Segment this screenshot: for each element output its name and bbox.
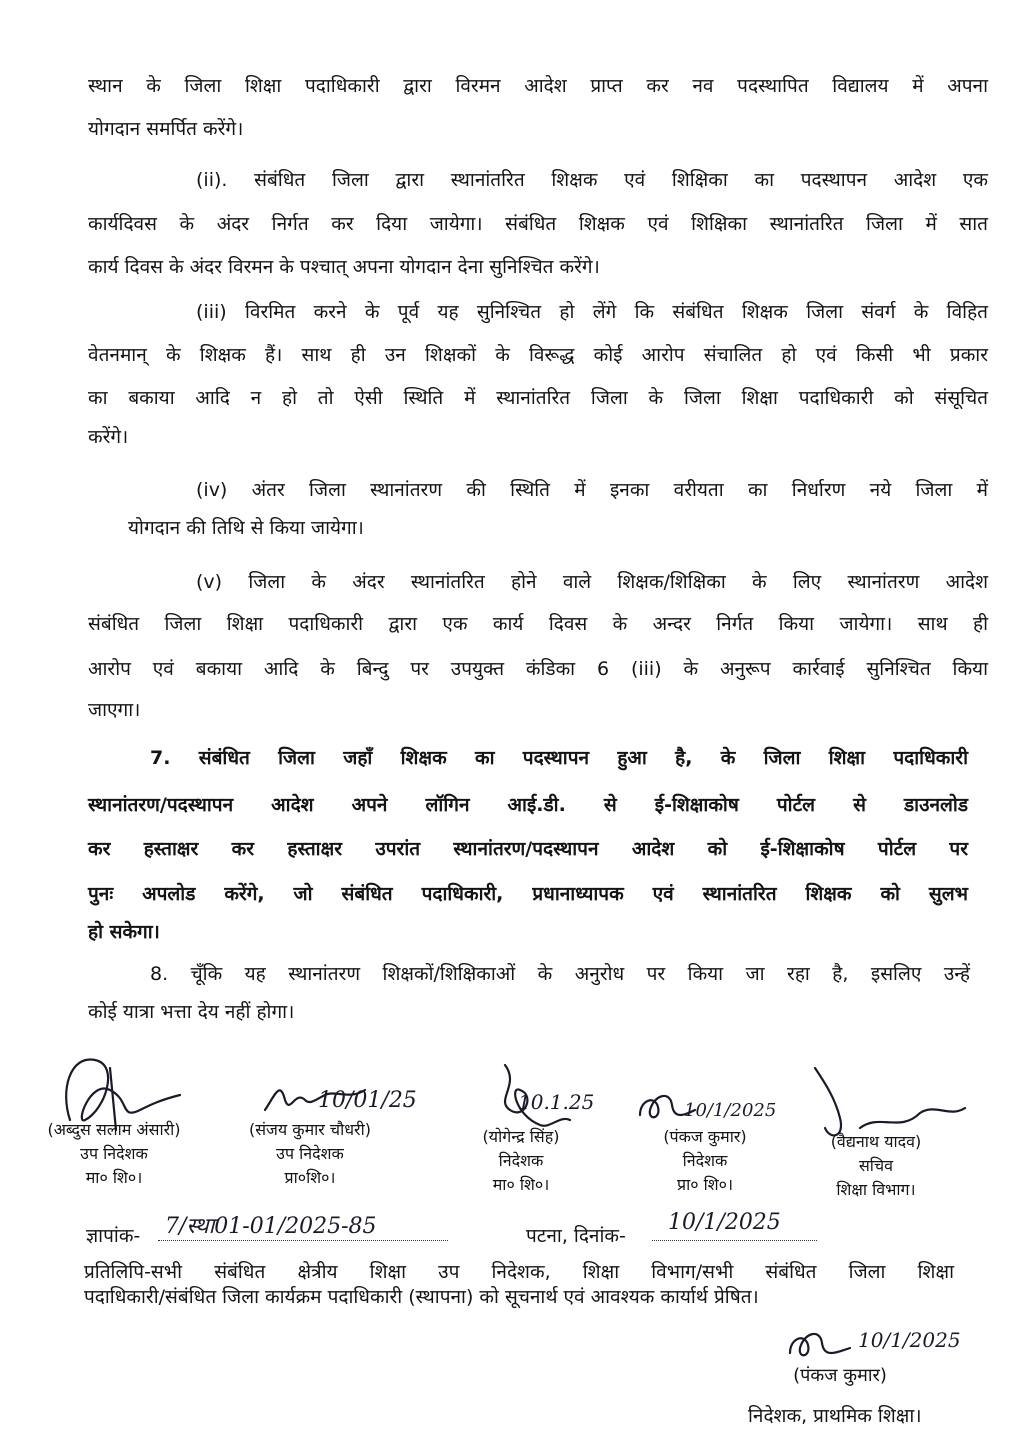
copy-line: प्रतिलिपि-सभी संबंधित क्षेत्रीय शिक्षा उप निदेशक, शिक्षा विभाग/सभी संबंधित जिला शिक्षा [84,1261,954,1283]
body-line: करेंगे। [88,426,129,448]
signatory-block [796,1130,956,1202]
signatory-designation: उप निदेशक [276,1144,344,1163]
final-signatory-designation: निदेशक, प्राथमिक शिक्षा। [748,1405,922,1427]
signatory-dept: मा० शि०। [85,1168,143,1187]
signatory-block [630,1125,780,1197]
body-line: (ii). संबंधित जिला द्वारा स्थानांतरित शिक्षक एवं शिक्षिका का पदस्थापन आदेश एक [196,169,988,191]
memo-label: ज्ञापांक- [86,1225,141,1247]
body-line: वेतनमान् के शिक्षक हैं। साथ ही उन शिक्षकों के विरूद्ध कोई आरोप संचालित हो एवं किसी भी प्रकार [88,344,988,366]
signatory-designation: निदेशक [498,1151,544,1170]
body-line: का बकाया आदि न हो तो ऐसी स्थिति में स्थानांतरित जिला के जिला शिक्षा पदाधिकारी को संसूचित [88,387,988,409]
body-line: स्थानांतरण/पदस्थापन आदेश अपने लॉगिन आई.डी. से ई-शिक्षाकोष पोर्टल से डाउनलोड [88,794,968,816]
body-line: कार्य दिवस के अंदर विरमन के पश्चात् अपना योगदान देना सुनिश्चित करेंगे। [88,256,600,278]
signature-scrawl [780,1318,860,1368]
signatory-block [210,1118,410,1190]
signatory-designation: उप निदेशक [80,1144,148,1163]
signatory-name: (संजय कुमार चौधरी) [248,1120,371,1139]
body-line: (iv) अंतर जिला स्थानांतरण की स्थिति में इनका वरीयता का निर्धारण नये जिला में [196,479,988,501]
signatory-designation: निदेशक [682,1151,728,1170]
signatory-dept: मा० शि०। [492,1175,550,1194]
signatory-name: (वैद्यनाथ यादव) [830,1132,922,1151]
signatory-block [14,1118,214,1190]
body-line: (iii) विरमित करने के पूर्व यह सुनिश्चित हो लेंगे कि संबंधित शिक्षक जिला संवर्ग के विहित [196,301,988,323]
body-line: पुनः अपलोड करेंगे, जो संबंधित पदाधिकारी, प्रधानाध्यापक एवं स्थानांतरित शिक्षक को सुलभ [88,883,968,905]
signatory-dept: प्रा०शि०। [284,1168,336,1187]
signatory-name: (पंकज कुमार) [663,1127,747,1146]
signatory-designation: सचिव [858,1156,894,1175]
signatory-name: (अब्दुस सलाम अंसारी) [47,1120,181,1139]
memo-fill-line [158,1240,448,1241]
body-line: कोई यात्रा भत्ता देय नहीं होगा। [88,1001,295,1023]
body-line: योगदान समर्पित करेंगे। [88,118,244,140]
body-line: स्थान के जिला शिक्षा पदाधिकारी द्वारा विरमन आदेश प्राप्त कर नव पदस्थापित विद्यालय में अपना [88,75,988,97]
body-line: 8. चूँकि यह स्थानांतरण शिक्षकों/शिक्षिकाओं के अनुरोध पर किया जा रहा है, इसलिए उन्हें [150,963,970,985]
memo-number: 7/स्था01-01/2025-85 [165,1214,377,1239]
body-line: संबंधित जिला शिक्षा पदाधिकारी द्वारा एक कार्य दिवस के अन्दर निर्गत किया जायेगा। साथ ही [88,613,988,635]
date-fill-line [652,1240,817,1241]
handwritten-date: 10/01/25 [318,1088,417,1113]
signatory-dept: प्रा० शि०। [676,1175,734,1194]
memo-date: 10/1/2025 [668,1210,781,1235]
copy-line: पदाधिकारी/संबंधित जिला कार्यक्रम पदाधिकारी (स्थापना) को सूचनार्थ एवं आवश्यक कार्यार्थ प्रेषित। [84,1286,759,1308]
body-line: कार्यदिवस के अंदर निर्गत कर दिया जायेगा। संबंधित शिक्षक एवं शिक्षिका स्थानांतरित जिला में सात [88,213,988,235]
memo-place-label: पटना, दिनांक- [526,1225,626,1247]
final-date: 10/1/2025 [858,1328,961,1352]
body-line: (v) जिला के अंदर स्थानांतरित होने वाले शिक्षक/शिक्षिका के लिए स्थानांतरण आदेश [196,571,988,593]
handwritten-date: 10/1/2025 [684,1100,777,1121]
signatory-name: (योगेन्द्र सिंह) [482,1127,560,1146]
body-line: आरोप एवं बकाया आदि के बिन्दु पर उपयुक्त कंडिका 6 (iii) के अनुरूप कार्रवाई सुनिश्चित किया [88,658,988,680]
body-line: जाएगा। [88,699,141,721]
final-signatory-name: (पंकज कुमार) [793,1365,887,1386]
handwritten-date: 10.1.25 [518,1090,595,1114]
signatory-block [446,1125,596,1197]
body-line: 7. संबंधित जिला जहाँ शिक्षक का पदस्थापन हुआ है, के जिला शिक्षा पदाधिकारी [150,747,968,769]
signatory-dept: शिक्षा विभाग। [836,1180,916,1199]
body-line: हो सकेगा। [88,921,160,943]
body-line: कर हस्ताक्षर कर हस्ताक्षर उपरांत स्थानांतरण/पदस्थापन आदेश को ई-शिक्षाकोष पोर्टल पर [88,838,968,860]
body-line: योगदान की तिथि से किया जायेगा। [128,517,364,539]
